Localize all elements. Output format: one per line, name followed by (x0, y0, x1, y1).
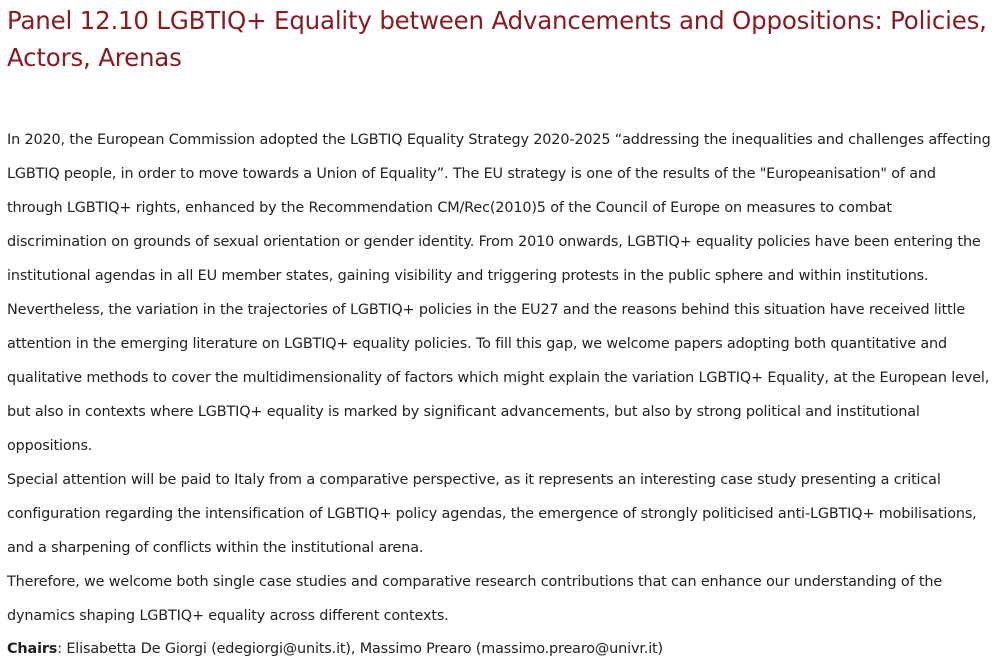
paragraph-italy: Special attention will be paid to Italy from a comparative perspective, as it represents an interesting case study presenting a critical configuration regarding the intensification of LGBTIQ+ policy agendas, the emergence of strongly politicised anti-LGBTIQ+ mobilisations, and a sharpening of conflicts within the institutional arena. (7, 472, 977, 556)
panel-page (7, 0, 991, 662)
paragraph-strategy: In 2020, the European Commission adopted the LGBTIQ Equality Strategy 2020-2025 “addressing the inequalities and challenges affecting LGBTIQ people, in order to move towards a Union of Equality”. The EU strategy is one of the results of the "Europeanisation" of and through LGBTIQ+ rights, enhanced by the Recommendation CM/Rec(2010)5 of the Council of Europe on measures to combat discrimination on grounds of sexual orientation or gender identity. From 2010 onwards, LGBTIQ+ equality policies have been entering the institutional agendas in all EU member states, gaining visibility and triggering protests in the public sphere and within institutions. (7, 132, 991, 284)
panel-description (7, 123, 991, 633)
chairs-label: Chairs (7, 641, 58, 657)
panel-title: Panel 12.10 LGBTIQ+ Equality between Advancements and Oppositions: Policies, Actors, Arenas (7, 6, 987, 72)
paragraph-call: Therefore, we welcome both single case studies and comparative research contributions that can enhance our understanding of the dynamics shaping LGBTIQ+ equality across different contexts. (7, 574, 943, 624)
paragraph-variation: Nevertheless, the variation in the trajectories of LGBTIQ+ policies in the EU27 and the reasons behind this situation have received little attention in the emerging literature on LGBTIQ+ equality policies. To fill this gap, we welcome papers adopting both quantitative and qualitative methods to cover the multidimensionality of factors which might explain the variation LGBTIQ+ Equality, at the European level, but also in contexts where LGBTIQ+ equality is marked by significant advancements, but also by strong political and institutional oppositions. (7, 302, 990, 454)
chairs-line (7, 636, 991, 662)
chairs-names: : Elisabetta De Giorgi (edegiorgi@units.it), Massimo Prearo (massimo.prearo@univr.it) (57, 641, 664, 657)
